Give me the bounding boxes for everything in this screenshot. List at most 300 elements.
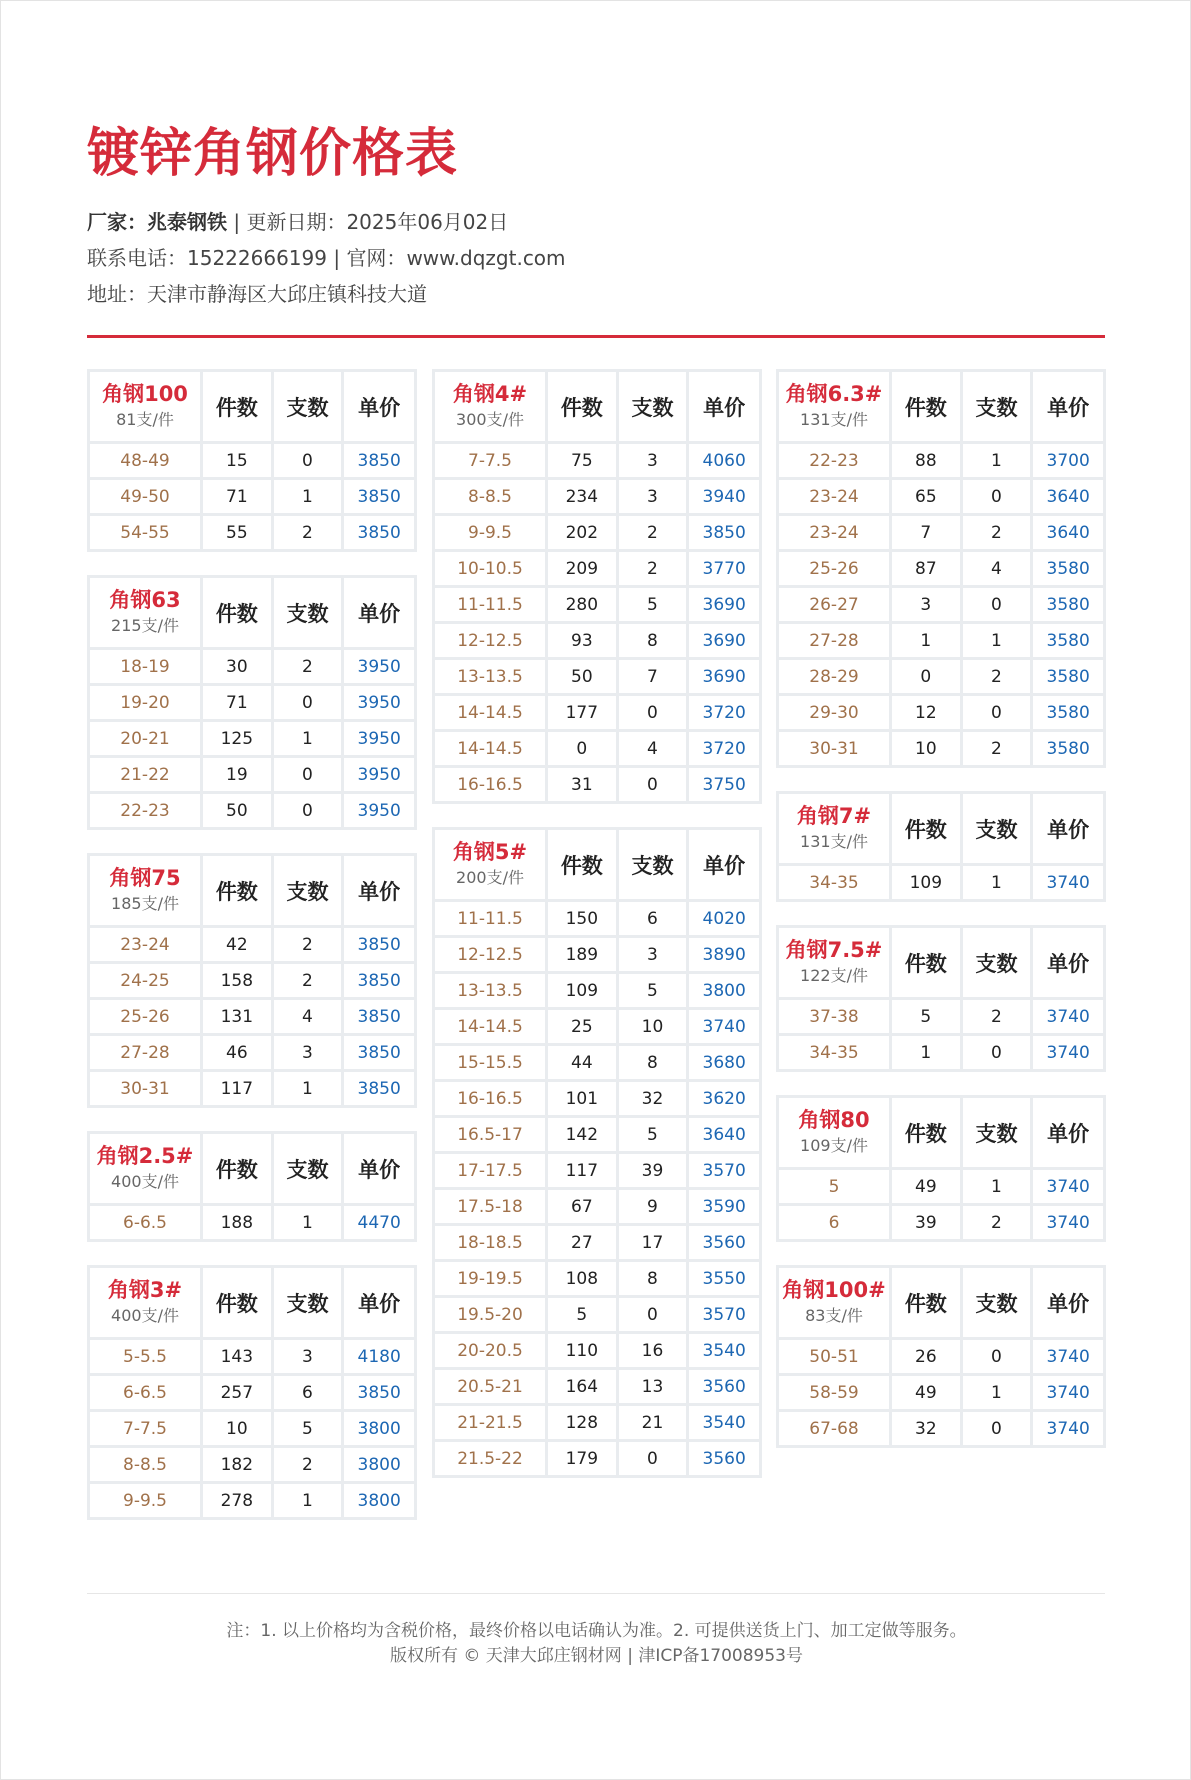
pieces-cell: 110: [548, 1334, 616, 1367]
pieces-cell: 93: [548, 624, 616, 657]
price-cell: 3740: [1033, 1412, 1103, 1445]
table-row: [90, 794, 414, 827]
sticks-cell: 8: [619, 624, 687, 657]
price-cell: 3850: [344, 480, 414, 513]
sticks-header: 支数: [619, 830, 687, 899]
table-row: [779, 660, 1103, 693]
sticks-cell: 1: [963, 1376, 1031, 1409]
product-header-cell: [90, 372, 200, 441]
table-row: [435, 1190, 759, 1223]
price-cell: 3740: [1033, 1340, 1103, 1373]
price-cell: 3640: [689, 1118, 759, 1151]
sticks-cell: 0: [619, 1442, 687, 1475]
sticks-cell: 1: [274, 1206, 342, 1239]
pieces-header: 件数: [892, 794, 960, 863]
product-name: 角钢100#: [782, 1277, 886, 1302]
separator: |: [227, 210, 247, 234]
table-row: [435, 1046, 759, 1079]
pieces-cell: 278: [203, 1484, 271, 1517]
pack-quantity: 81支/件: [116, 409, 174, 429]
pieces-cell: 50: [548, 660, 616, 693]
table-row: [779, 1412, 1103, 1445]
product-name: 角钢5#: [452, 839, 528, 864]
footer-copyright: 版权所有 © 天津大邱庄钢材网 | 津ICP备17008953号: [389, 1646, 803, 1666]
site-label: 官网：: [346, 246, 407, 270]
sticks-cell: 5: [619, 974, 687, 1007]
table-row: [779, 1000, 1103, 1033]
table-row: [779, 1206, 1103, 1239]
sticks-cell: 10: [619, 1010, 687, 1043]
pieces-cell: 87: [892, 552, 960, 585]
spec-cell: 20.5-21: [435, 1370, 545, 1403]
spec-cell: 11-11.5: [435, 588, 545, 621]
price-cell: 3950: [344, 758, 414, 791]
sticks-cell: 13: [619, 1370, 687, 1403]
sticks-cell: 4: [963, 552, 1031, 585]
spec-cell: 8-8.5: [435, 480, 545, 513]
table-header-row: [90, 578, 414, 647]
spec-cell: 9-9.5: [435, 516, 545, 549]
pieces-cell: 182: [203, 1448, 271, 1481]
sticks-cell: 2: [274, 516, 342, 549]
spec-cell: 10-10.5: [435, 552, 545, 585]
spec-cell: 19-19.5: [435, 1262, 545, 1295]
sticks-cell: 2: [274, 650, 342, 683]
phone-number[interactable]: 15222666199: [187, 246, 327, 270]
sticks-cell: 2: [963, 516, 1031, 549]
spec-cell: 20-20.5: [435, 1334, 545, 1367]
sticks-cell: 0: [274, 794, 342, 827]
pieces-cell: 131: [203, 1000, 271, 1033]
price-cell: 3580: [1033, 588, 1103, 621]
table-row: [435, 974, 759, 1007]
price-cell: 3850: [344, 444, 414, 477]
spec-cell: 14-14.5: [435, 696, 545, 729]
spec-cell: 50-51: [779, 1340, 889, 1373]
price-header: 单价: [344, 372, 414, 441]
pieces-header: 件数: [892, 928, 960, 997]
table-row: [90, 1484, 414, 1517]
sticks-cell: 2: [963, 732, 1031, 765]
maker-line: [87, 208, 508, 236]
table-row: [435, 1082, 759, 1115]
sticks-header: 支数: [963, 372, 1031, 441]
sticks-cell: 2: [274, 928, 342, 961]
sticks-cell: 1: [274, 1072, 342, 1105]
pack-quantity: 200支/件: [456, 867, 524, 887]
sticks-header: 支数: [274, 1134, 342, 1203]
pieces-cell: 179: [548, 1442, 616, 1475]
pieces-cell: 158: [203, 964, 271, 997]
sticks-cell: 0: [963, 1036, 1031, 1069]
price-header: 单价: [344, 1134, 414, 1203]
spec-cell: 17-17.5: [435, 1154, 545, 1187]
table-header-row: [90, 372, 414, 441]
table-row: [435, 1298, 759, 1331]
pieces-cell: 42: [203, 928, 271, 961]
spec-cell: 13-13.5: [435, 974, 545, 1007]
price-cell: 3550: [689, 1262, 759, 1295]
pieces-cell: 50: [203, 794, 271, 827]
price-header: 单价: [1033, 1098, 1103, 1167]
pieces-header: 件数: [892, 372, 960, 441]
spec-cell: 23-24: [90, 928, 200, 961]
sticks-cell: 32: [619, 1082, 687, 1115]
spec-cell: 23-24: [779, 516, 889, 549]
price-cell: 3690: [689, 588, 759, 621]
pieces-cell: 125: [203, 722, 271, 755]
price-cell: 3890: [689, 938, 759, 971]
separator: |: [326, 246, 347, 270]
spec-cell: 48-49: [90, 444, 200, 477]
sticks-cell: 1: [963, 624, 1031, 657]
spec-cell: 5-5.5: [90, 1340, 200, 1373]
sticks-cell: 0: [274, 758, 342, 791]
pack-quantity: 300支/件: [456, 409, 524, 429]
table-row: [435, 1406, 759, 1439]
header-divider: [87, 335, 1105, 338]
sticks-cell: 0: [274, 444, 342, 477]
pieces-header: 件数: [203, 856, 271, 925]
table-row: [435, 1154, 759, 1187]
price-header: 单价: [689, 372, 759, 441]
table-row: [435, 1118, 759, 1151]
pieces-cell: 12: [892, 696, 960, 729]
pieces-cell: 101: [548, 1082, 616, 1115]
pieces-cell: 108: [548, 1262, 616, 1295]
spec-cell: 27-28: [779, 624, 889, 657]
price-cell: 3770: [689, 552, 759, 585]
price-table: [87, 1131, 417, 1242]
table-row: [90, 964, 414, 997]
pack-quantity: 400支/件: [111, 1171, 179, 1191]
pieces-cell: 0: [892, 660, 960, 693]
table-header-row: [90, 1134, 414, 1203]
pieces-cell: 75: [548, 444, 616, 477]
table-row: [435, 1334, 759, 1367]
price-table: [87, 575, 417, 830]
spec-cell: 8-8.5: [90, 1448, 200, 1481]
pack-quantity: 109支/件: [800, 1135, 868, 1155]
pieces-cell: 202: [548, 516, 616, 549]
price-header: 单价: [1033, 1268, 1103, 1337]
spec-cell: 16-16.5: [435, 768, 545, 801]
price-cell: 3540: [689, 1334, 759, 1367]
sticks-cell: 2: [619, 552, 687, 585]
spec-cell: 25-26: [779, 552, 889, 585]
pieces-cell: 19: [203, 758, 271, 791]
sticks-cell: 2: [274, 1448, 342, 1481]
table-row: [435, 516, 759, 549]
price-table: [87, 1265, 417, 1520]
spec-cell: 18-18.5: [435, 1226, 545, 1259]
price-cell: 3640: [1033, 480, 1103, 513]
price-cell: 3640: [1033, 516, 1103, 549]
pieces-cell: 30: [203, 650, 271, 683]
address-label: 地址：: [87, 282, 147, 306]
sticks-cell: 1: [963, 866, 1031, 899]
pieces-cell: 71: [203, 686, 271, 719]
spec-cell: 67-68: [779, 1412, 889, 1445]
table-row: [435, 444, 759, 477]
sticks-cell: 1: [963, 444, 1031, 477]
table-row: [90, 444, 414, 477]
table-row: [90, 516, 414, 549]
pieces-header: 件数: [892, 1268, 960, 1337]
product-name: 角钢4#: [452, 381, 528, 406]
table-row: [435, 1370, 759, 1403]
sticks-cell: 16: [619, 1334, 687, 1367]
sticks-cell: 2: [963, 1000, 1031, 1033]
product-name: 角钢7#: [796, 803, 872, 828]
pieces-cell: 67: [548, 1190, 616, 1223]
price-cell: 3690: [689, 624, 759, 657]
product-name: 角钢7.5#: [785, 937, 883, 962]
price-cell: 3750: [689, 768, 759, 801]
pieces-cell: 39: [892, 1206, 960, 1239]
price-cell: 3580: [1033, 624, 1103, 657]
price-cell: 3570: [689, 1298, 759, 1331]
table-row: [90, 928, 414, 961]
table-row: [435, 902, 759, 935]
table-row: [779, 866, 1103, 899]
price-cell: 3850: [344, 516, 414, 549]
table-header-row: [90, 856, 414, 925]
price-cell: 3740: [1033, 1206, 1103, 1239]
spec-cell: 24-25: [90, 964, 200, 997]
product-header-cell: [90, 578, 200, 647]
spec-cell: 25-26: [90, 1000, 200, 1033]
pieces-cell: 117: [548, 1154, 616, 1187]
spec-cell: 7-7.5: [435, 444, 545, 477]
table-row: [435, 624, 759, 657]
price-cell: 3850: [344, 928, 414, 961]
pieces-cell: 44: [548, 1046, 616, 1079]
sticks-cell: 2: [619, 516, 687, 549]
pieces-cell: 10: [203, 1412, 271, 1445]
price-cell: 3740: [1033, 866, 1103, 899]
pieces-cell: 46: [203, 1036, 271, 1069]
pack-quantity: 400支/件: [111, 1305, 179, 1325]
sticks-cell: 1: [274, 722, 342, 755]
product-name: 角钢6.3#: [785, 381, 883, 406]
product-header-cell: [90, 1268, 200, 1337]
pieces-cell: 49: [892, 1376, 960, 1409]
sticks-cell: 2: [963, 660, 1031, 693]
pieces-cell: 10: [892, 732, 960, 765]
price-cell: 3580: [1033, 732, 1103, 765]
table-row: [435, 1010, 759, 1043]
product-header-cell: [90, 856, 200, 925]
product-header-cell: [779, 1098, 889, 1167]
price-cell: 3950: [344, 722, 414, 755]
product-name: 角钢63: [109, 587, 181, 612]
pieces-cell: 5: [892, 1000, 960, 1033]
sticks-cell: 3: [619, 938, 687, 971]
site-link[interactable]: www.dqzgt.com: [406, 246, 566, 270]
update-date: 2025年06月02日: [346, 210, 509, 234]
table-row: [779, 588, 1103, 621]
table-row: [90, 758, 414, 791]
price-cell: 3800: [344, 1448, 414, 1481]
sticks-cell: 21: [619, 1406, 687, 1439]
table-header-row: [90, 1268, 414, 1337]
spec-cell: 30-31: [90, 1072, 200, 1105]
spec-cell: 27-28: [90, 1036, 200, 1069]
table-row: [435, 938, 759, 971]
price-table: [87, 853, 417, 1108]
price-cell: 3850: [344, 1000, 414, 1033]
price-table: [776, 369, 1106, 768]
spec-cell: 6-6.5: [90, 1376, 200, 1409]
sticks-cell: 0: [963, 696, 1031, 729]
sticks-header: 支数: [274, 1268, 342, 1337]
table-row: [779, 480, 1103, 513]
pieces-cell: 88: [892, 444, 960, 477]
price-table: [432, 369, 762, 804]
price-cell: 3800: [344, 1412, 414, 1445]
sticks-header: 支数: [619, 372, 687, 441]
table-header-row: [435, 830, 759, 899]
product-header-cell: [435, 830, 545, 899]
pieces-cell: 27: [548, 1226, 616, 1259]
spec-cell: 19.5-20: [435, 1298, 545, 1331]
sticks-cell: 4: [619, 732, 687, 765]
update-label: 更新日期：: [246, 210, 347, 234]
address-line: [87, 280, 427, 308]
sticks-cell: 0: [619, 696, 687, 729]
pack-quantity: 185支/件: [111, 893, 179, 913]
pieces-cell: 0: [548, 732, 616, 765]
price-cell: 3580: [1033, 552, 1103, 585]
pack-quantity: 83支/件: [805, 1305, 863, 1325]
sticks-cell: 3: [619, 444, 687, 477]
spec-cell: 21-21.5: [435, 1406, 545, 1439]
pieces-cell: 71: [203, 480, 271, 513]
pieces-cell: 1: [892, 624, 960, 657]
table-row: [779, 624, 1103, 657]
sticks-cell: 3: [274, 1340, 342, 1373]
pieces-header: 件数: [892, 1098, 960, 1167]
contact-line: [87, 244, 566, 272]
spec-cell: 5: [779, 1170, 889, 1203]
price-header: 单价: [344, 1268, 414, 1337]
price-cell: 3740: [1033, 1000, 1103, 1033]
product-name: 角钢100: [102, 381, 188, 406]
sticks-cell: 7: [619, 660, 687, 693]
price-table: [87, 369, 417, 552]
pieces-cell: 164: [548, 1370, 616, 1403]
price-cell: 3620: [689, 1082, 759, 1115]
table-header-row: [779, 372, 1103, 441]
table-header-row: [779, 928, 1103, 997]
spec-cell: 9-9.5: [90, 1484, 200, 1517]
spec-cell: 19-20: [90, 686, 200, 719]
pieces-cell: 189: [548, 938, 616, 971]
price-column-middle: [432, 369, 762, 1501]
product-header-cell: [779, 928, 889, 997]
spec-cell: 11-11.5: [435, 902, 545, 935]
spec-cell: 18-19: [90, 650, 200, 683]
price-cell: 3740: [1033, 1376, 1103, 1409]
pieces-cell: 177: [548, 696, 616, 729]
sticks-cell: 0: [619, 1298, 687, 1331]
price-cell: 3950: [344, 794, 414, 827]
pieces-cell: 188: [203, 1206, 271, 1239]
pieces-header: 件数: [203, 1268, 271, 1337]
sticks-header: 支数: [963, 1098, 1031, 1167]
price-cell: 3560: [689, 1370, 759, 1403]
table-row: [90, 1448, 414, 1481]
price-cell: 3800: [344, 1484, 414, 1517]
spec-cell: 23-24: [779, 480, 889, 513]
sticks-header: 支数: [963, 928, 1031, 997]
pieces-header: 件数: [548, 372, 616, 441]
spec-cell: 13-13.5: [435, 660, 545, 693]
price-table: [432, 827, 762, 1478]
product-name: 角钢3#: [107, 1277, 183, 1302]
table-row: [779, 1170, 1103, 1203]
table-row: [779, 552, 1103, 585]
price-cell: 3940: [689, 480, 759, 513]
sticks-cell: 1: [274, 480, 342, 513]
pieces-cell: 7: [892, 516, 960, 549]
product-header-cell: [779, 1268, 889, 1337]
price-cell: 3740: [1033, 1036, 1103, 1069]
table-header-row: [779, 1098, 1103, 1167]
sticks-cell: 8: [619, 1262, 687, 1295]
spec-cell: 14-14.5: [435, 1010, 545, 1043]
pieces-cell: 109: [892, 866, 960, 899]
maker-name: 兆泰钢铁: [147, 210, 227, 234]
price-cell: 3850: [344, 1376, 414, 1409]
maker-label: 厂家：: [87, 210, 147, 234]
spec-cell: 21-22: [90, 758, 200, 791]
spec-cell: 7-7.5: [90, 1412, 200, 1445]
pieces-cell: 209: [548, 552, 616, 585]
pieces-cell: 143: [203, 1340, 271, 1373]
pieces-cell: 65: [892, 480, 960, 513]
table-row: [90, 650, 414, 683]
sticks-cell: 0: [963, 588, 1031, 621]
footer-divider: [87, 1593, 1105, 1594]
sticks-cell: 2: [963, 1206, 1031, 1239]
price-cell: 3560: [689, 1226, 759, 1259]
price-cell: 3850: [344, 964, 414, 997]
spec-cell: 15-15.5: [435, 1046, 545, 1079]
sticks-cell: 0: [963, 1340, 1031, 1373]
sticks-cell: 4: [274, 1000, 342, 1033]
table-row: [779, 444, 1103, 477]
pieces-cell: 257: [203, 1376, 271, 1409]
pieces-header: 件数: [548, 830, 616, 899]
price-header: 单价: [689, 830, 759, 899]
sticks-cell: 3: [274, 1036, 342, 1069]
spec-cell: 49-50: [90, 480, 200, 513]
table-header-row: [435, 372, 759, 441]
price-cell: 3560: [689, 1442, 759, 1475]
table-row: [90, 686, 414, 719]
table-row: [90, 722, 414, 755]
spec-cell: 34-35: [779, 1036, 889, 1069]
price-cell: 3680: [689, 1046, 759, 1079]
sticks-cell: 3: [619, 480, 687, 513]
table-row: [779, 732, 1103, 765]
price-table: [776, 1095, 1106, 1242]
price-column-right: [776, 369, 1106, 1471]
sticks-cell: 39: [619, 1154, 687, 1187]
price-cell: 3720: [689, 696, 759, 729]
